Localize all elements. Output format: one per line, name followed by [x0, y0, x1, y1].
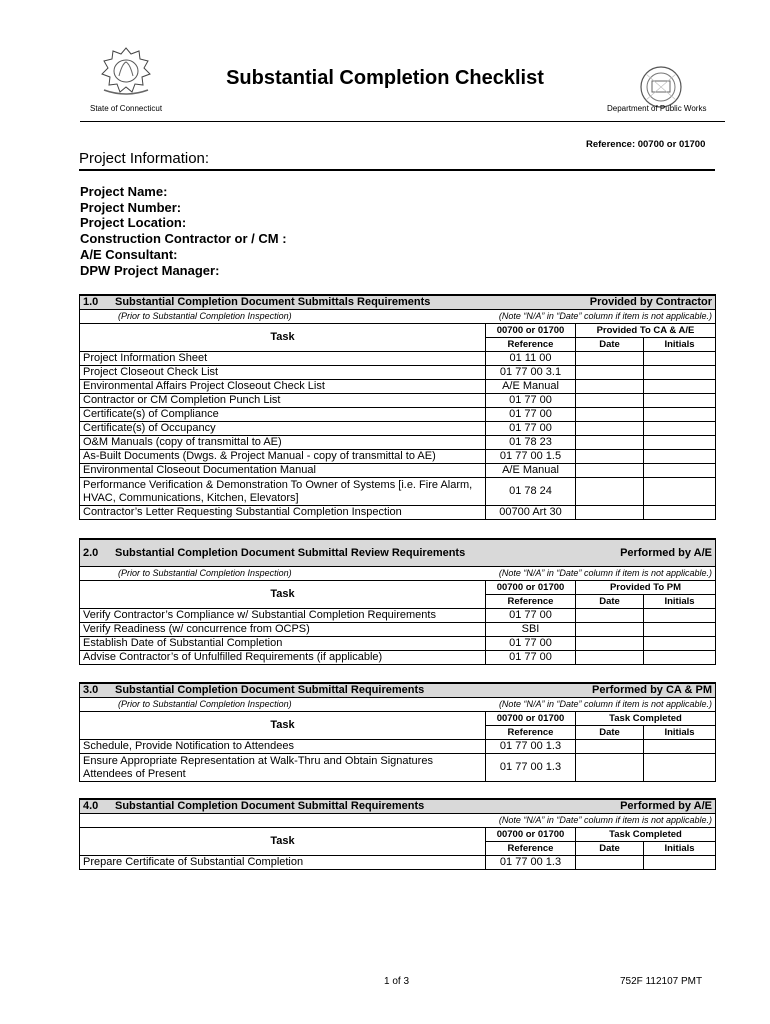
table-row: O&M Manuals (copy of transmittal to AE) 01 78 23	[80, 436, 716, 450]
initials-cell[interactable]	[644, 408, 716, 422]
initials-cell[interactable]	[644, 464, 716, 478]
page-title: Substantial Completion Checklist	[226, 67, 544, 89]
table-row: As-Built Documents (Dwgs. & Project Manual - copy of transmittal to AE) 01 77 00 1.5	[80, 450, 716, 464]
date-cell[interactable]	[576, 366, 644, 380]
date-cell[interactable]	[576, 651, 644, 665]
section-header: 4.0 Substantial Completion Document Submittal Requirements Performed by A/E	[80, 799, 716, 814]
table-row: Advise Contractor’s of Unfulfilled Requirements (if applicable) 01 77 00	[80, 651, 716, 665]
initials-cell[interactable]	[644, 754, 716, 782]
project-heading: Project Information:	[79, 150, 210, 167]
table-row: Contractor’s Letter Requesting Substantial Completion Inspection 00700 Art 30	[80, 506, 716, 520]
section-2-table: 2.0 Substantial Completion Document Submittal Review Requirements Performed by A/E (Prior to Substantial Completion Inspection) (Note “N/A” in “Date” column if item is not applicable.) Task 00700 or 01700 Provided To PM Reference Date Initials Verify Contractor’s Compliance w/ Substantial Completion Requirements 01 77 00 Verify Readiness (w/ concurrence from OCPS) SBI Establish Date of Substantial Completion 01 77 00 Advise Contractor’s of Unfulfilled Requirements (if applicable) 01 77 00	[79, 538, 716, 665]
table-row: Environmental Affairs Project Closeout Check List A/E Manual	[80, 380, 716, 394]
table-row: Project Information Sheet 01 11 00	[80, 352, 716, 366]
initials-cell[interactable]	[644, 422, 716, 436]
table-row: Certificate(s) of Occupancy 01 77 00	[80, 422, 716, 436]
table-row: Establish Date of Substantial Completion 01 77 00	[80, 637, 716, 651]
ae-consultant-label: A/E Consultant:	[80, 246, 178, 262]
initials-cell[interactable]	[644, 450, 716, 464]
contractor-label: Construction Contractor or / CM :	[80, 231, 287, 247]
project-name-label: Project Name:	[80, 184, 168, 199]
date-cell[interactable]	[576, 754, 644, 782]
initials-cell[interactable]	[644, 352, 716, 366]
section-owner: Performed by A/E	[576, 799, 716, 814]
table-row: Prepare Certificate of Substantial Completion 01 77 00 1.3	[80, 856, 716, 870]
date-cell[interactable]	[576, 856, 644, 870]
date-cell[interactable]	[576, 394, 644, 408]
section-owner: Provided by Contractor	[576, 295, 716, 310]
table-row: Environmental Closeout Documentation Manual A/E Manual	[80, 464, 716, 478]
reference: Reference: 00700 or 01700	[586, 139, 706, 150]
date-cell[interactable]	[576, 464, 644, 478]
date-cell[interactable]	[576, 637, 644, 651]
initials-cell[interactable]	[644, 380, 716, 394]
date-cell[interactable]	[576, 380, 644, 394]
form-number: 752F 112107 PMT	[620, 976, 703, 987]
date-cell[interactable]	[576, 352, 644, 366]
section-4-table: 4.0 Substantial Completion Document Submittal Requirements Performed by A/E (Note “N/A” in “Date” column if item is not applicable.) Task 00700 or 01700 Task Completed Reference Date Initials Prepare Certificate of Substantial Completion 01 77 00 1.3	[79, 798, 716, 870]
date-cell[interactable]	[576, 436, 644, 450]
section-header: 3.0 Substantial Completion Document Submittal Requirements Performed by CA & PM	[80, 683, 716, 698]
initials-cell[interactable]	[644, 436, 716, 450]
date-cell[interactable]	[576, 740, 644, 754]
table-row: Schedule, Provide Notification to Attendees 01 77 00 1.3	[80, 740, 716, 754]
date-cell[interactable]	[576, 623, 644, 637]
initials-cell[interactable]	[644, 651, 716, 665]
section-1-table: 1.0 Substantial Completion Document Submittals Requirements Provided by Contractor (Prior to Substantial Completion Inspection) (Note “N/A” in “Date” column if item is not applicable.) Task 00700 or 01700 Provided To CA & A/E Reference Date Initials Project Information Sheet 01 11 00 Project Closeout Check List 01 77 00 3.1 Environmental Affairs Project Closeout Check List A/E Manual Contractor or CM Completion Punch List 01 77 00 Certificate(s) of Compliance 01 77 00 Certificate(s) of Occupancy 01 77 00 O&M Manuals (copy of transmittal to AE) 01 78 23 As-Built Documents (Dwgs. & Project Manual - copy of transmittal to AE) 01 77 00 1.5 Environmental Closeout Documentation Manual A/E Manual Performance Verification & Demonstration To Owner of Systems [i.e. Fire Alarm, HVAC, Communications, Kitchen, Elevators] 01 78 24 Contractor’s Letter Requesting Substantial Completion Inspection 00700 Art 30	[79, 294, 716, 520]
section-owner: Performed by A/E	[576, 539, 716, 567]
table-row: Contractor or CM Completion Punch List 01 77 00	[80, 394, 716, 408]
project-fields	[80, 184, 287, 278]
section-3-table: 3.0 Substantial Completion Document Submittal Requirements Performed by CA & PM (Prior to Substantial Completion Inspection) (Note “N/A” in “Date” column if item is not applicable.) Task 00700 or 01700 Task Completed Reference Date Initials Schedule, Provide Notification to Attendees 01 77 00 1.3 Ensure Appropriate Representation at Walk-Thru and Obtain Signatures Attendees of Present 01 77 00 1.3	[79, 682, 716, 782]
initials-cell[interactable]	[644, 478, 716, 506]
date-cell[interactable]	[576, 408, 644, 422]
date-cell[interactable]	[576, 506, 644, 520]
project-number-label: Project Number:	[80, 199, 182, 215]
left-caption: State of Connecticut	[90, 104, 163, 113]
right-caption: Department of Public Works	[607, 104, 707, 113]
initials-cell[interactable]	[644, 856, 716, 870]
section-header: 2.0 Substantial Completion Document Submittal Review Requirements Performed by A/E	[80, 539, 716, 567]
initials-cell[interactable]	[644, 609, 716, 623]
table-row: Performance Verification & Demonstration To Owner of Systems [i.e. Fire Alarm, HVAC, Communications, Kitchen, Elevators] 01 78 24	[80, 478, 716, 506]
project-manager-label: DPW Project Manager:	[80, 262, 220, 278]
initials-cell[interactable]	[644, 394, 716, 408]
table-row: Certificate(s) of Compliance 01 77 00	[80, 408, 716, 422]
page-number: 1 of 3	[384, 976, 410, 987]
table-row: Project Closeout Check List 01 77 00 3.1	[80, 366, 716, 380]
project-location-label: Project Location:	[80, 215, 187, 231]
date-cell[interactable]	[576, 450, 644, 464]
table-row: Ensure Appropriate Representation at Walk-Thru and Obtain Signatures Attendees of Present 01 77 00 1.3	[80, 754, 716, 782]
initials-cell[interactable]	[644, 740, 716, 754]
initials-cell[interactable]	[644, 637, 716, 651]
initials-cell[interactable]	[644, 506, 716, 520]
date-cell[interactable]	[576, 609, 644, 623]
project-divider	[79, 169, 715, 171]
initials-cell[interactable]	[644, 623, 716, 637]
section-header: 1.0 Substantial Completion Document Submittals Requirements Provided by Contractor	[80, 295, 716, 310]
date-cell[interactable]	[576, 478, 644, 506]
section-owner: Performed by CA & PM	[576, 683, 716, 698]
initials-cell[interactable]	[644, 366, 716, 380]
table-row: Verify Contractor’s Compliance w/ Substantial Completion Requirements 01 77 00	[80, 609, 716, 623]
header-divider	[80, 121, 725, 122]
date-cell[interactable]	[576, 422, 644, 436]
table-row: Verify Readiness (w/ concurrence from OCPS) SBI	[80, 623, 716, 637]
